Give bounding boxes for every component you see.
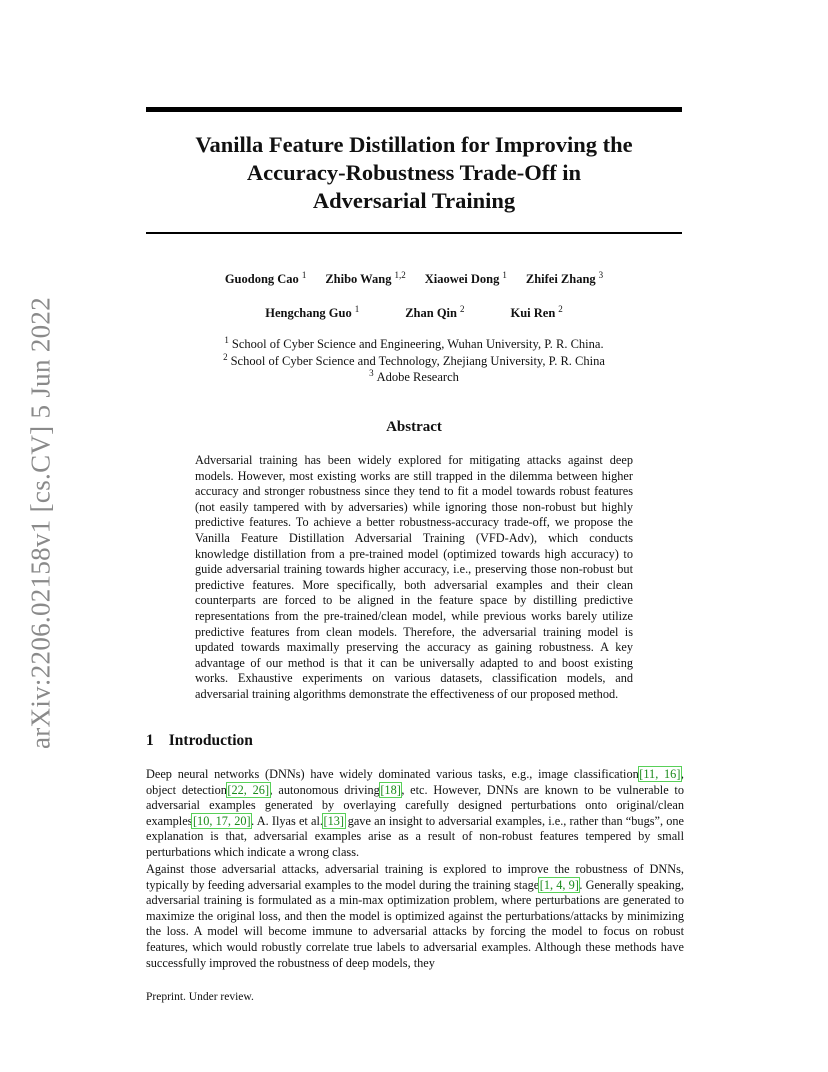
citation-link[interactable]: [1, 4, 9] bbox=[539, 877, 579, 892]
affiliation-3: $^3$ Adobe Research bbox=[369, 368, 459, 384]
authors-row-1 bbox=[146, 270, 682, 287]
title-line-1: Vanilla Feature Distillation for Improving the bbox=[195, 132, 633, 157]
citation-link[interactable]: [13] bbox=[323, 813, 344, 828]
section-heading-introduction bbox=[146, 732, 253, 750]
title-bottom-rule bbox=[146, 232, 682, 234]
author: Guodong Cao $^1$ bbox=[224, 270, 307, 286]
author: Xiaowei Dong $^1$ bbox=[424, 270, 507, 286]
author: Zhan Qin $^2$ bbox=[405, 304, 465, 320]
citation-link[interactable]: [10, 17, 20] bbox=[192, 813, 251, 828]
title-line-3: Adversarial Training bbox=[312, 188, 516, 213]
title-top-rule bbox=[146, 107, 682, 112]
author: Hengchang Guo $^1$ bbox=[265, 304, 360, 320]
footer-note: Preprint. Under review. bbox=[146, 991, 254, 1003]
citation-link[interactable]: [11, 16] bbox=[639, 767, 681, 781]
authors-row-2 bbox=[146, 304, 682, 321]
section-title: Introduction bbox=[168, 732, 253, 749]
author: Zhifei Zhang $^3$ bbox=[525, 270, 604, 286]
citation-link[interactable]: [22, 26] bbox=[227, 782, 270, 797]
citation-link[interactable]: [18] bbox=[380, 782, 401, 797]
paper-title bbox=[146, 131, 682, 215]
abstract-body: Adversarial training has been widely explored for mitigating attacks against deep models. However, most existing works are still trapped in the dilemma between higher accuracy and stronger robustness since they tend to fit a model towards robust features (not easily tampered with by adversaries) while ignoring those non-robust but highly predictive features. To achieve a better robustness-accuracy trade-off, we propose the Vanilla Feature Distillation Adversarial Training (VFD-Adv), which conducts knowledge distillation from a pre-trained model (optimized towards high accuracy) to guide adversarial training towards higher accuracy, i.e., preserving those non-robust but predictive features. More specifically, both adversarial examples and their clean counterparts are forced to be aligned in the feature space by distilling predictive representations from the pre-trained/clean model, while previous works barely utilize predictive features from clean models. Therefore, the adversarial training model is updated towards maximally preserving the accuracy as gaining robustness. A key advantage of our method is that it can be universally adapted to and boost existing works. Exhaustive experiments on various datasets, classification models, and adversarial training algorithms demonstrate the effectiveness of our proposed method. bbox=[195, 453, 633, 701]
intro-paragraph-2: Against those adversarial attacks, adversarial training is explored to improve the robustness of DNNs, typically by feeding adversarial examples to the model during the training stage[1, 4, 9]. Generally speaking, adversarial training is formulated as a min-max optimization problem, where perturbations are generated to maximize the original loss, and then the model is optimized against the perturbations/attacks by minimizing the loss. A model will become immune to adversarial attacks by forcing the model to focus on robust features, which would robustly correlate true labels to adversarial examples. Although these methods have successfully improved the robustness of deep models, they bbox=[146, 862, 684, 970]
section-number: 1 bbox=[146, 732, 154, 749]
arxiv-id-text: arXiv:2206.02158v1 [cs.CV] 5 Jun 2022 bbox=[25, 296, 56, 750]
abstract-heading: Abstract bbox=[386, 419, 442, 435]
title-line-2: Accuracy-Robustness Trade-Off in bbox=[246, 160, 582, 185]
affiliation-1: $^1$ School of Cyber Science and Engineering, Wuhan University, P. R. China. bbox=[224, 335, 604, 351]
author: Zhibo Wang $^{1,2}$ bbox=[325, 270, 406, 286]
intro-paragraph-1: Deep neural networks (DNNs) have widely dominated various tasks, e.g., image classification[11, 16], object detection[22, 26], autonomous driving[18], etc. However, DNNs are known to be vulnerable to adversarial examples generated by overlaying carefully designed perturbations onto original/clean examples[10, 17, 20]. A. Ilyas et al.[13] gave an insight to adversarial examples, i.e., rather than “bugs”, one explanation is that, adversarial examples arise as a result of non-robust features tempered by small perturbations which indicate a wrong class. bbox=[146, 767, 684, 859]
author: Kui Ren $^2$ bbox=[510, 304, 563, 320]
affiliation-2: $^2$ School of Cyber Science and Technology, Zhejiang University, P. R. China bbox=[223, 352, 605, 368]
